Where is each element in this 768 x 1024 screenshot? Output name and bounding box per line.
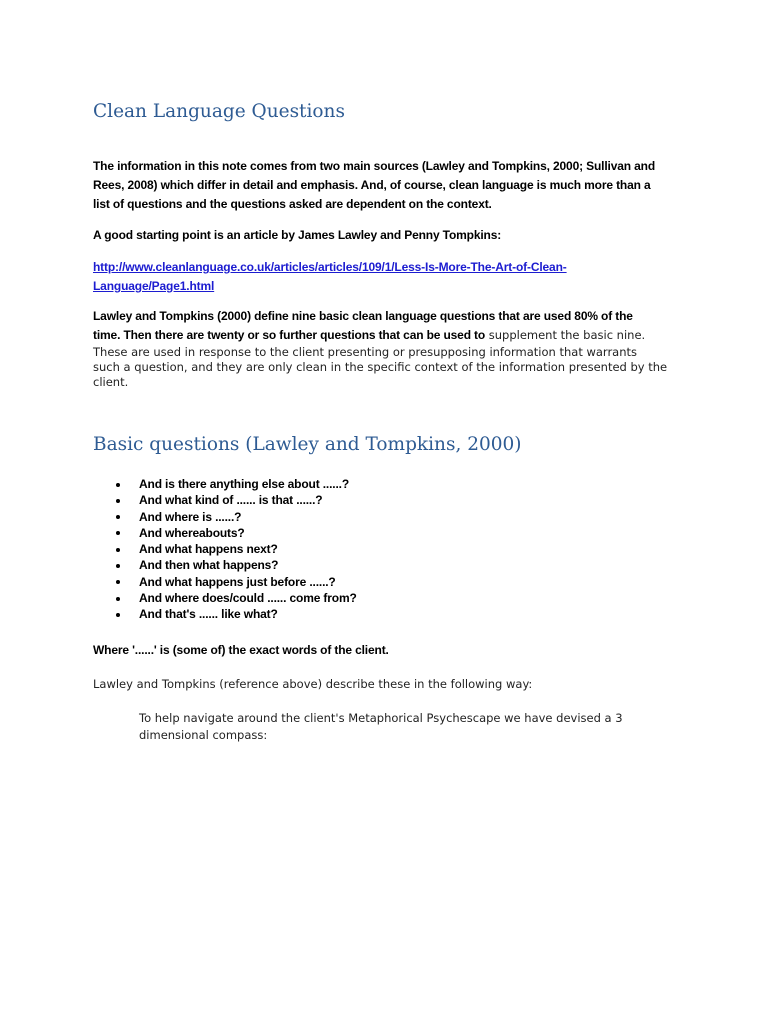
- list-item: [112, 541, 357, 557]
- intro-line: The information in this note comes from two main sources (Lawley and Tompkins, 2000; Sullivan and: [93, 159, 656, 173]
- article-link[interactable]: [93, 258, 683, 296]
- bullet-icon: [116, 499, 120, 503]
- basic-questions-heading: Basic questions (Lawley and Tompkins, 2000): [93, 434, 522, 455]
- bullet-icon: [116, 613, 120, 617]
- bullet-icon: [116, 597, 120, 601]
- bullet-icon: [116, 515, 120, 519]
- article-link-line[interactable]: Language/Page1.html: [93, 279, 215, 293]
- definition-line-bold: time. Then there are twenty or so further questions that can be used to: [93, 328, 486, 342]
- article-link-line[interactable]: http://www.cleanlanguage.co.uk/articles/articles/109/1/Less-Is-More-The-Art-of-Clean-: [93, 260, 567, 274]
- definition-line: Lawley and Tompkins (2000) define nine basic clean language questions that are used 80% of the: [93, 309, 633, 323]
- question-text: And where does/could ...... come from?: [139, 591, 357, 606]
- list-item: [112, 476, 357, 492]
- definition-detail-line: client.: [93, 375, 129, 389]
- question-text: And then what happens?: [139, 558, 279, 573]
- definition-paragraph: [93, 307, 683, 345]
- intro-line: list of questions and the questions asked are dependent on the context.: [93, 197, 492, 211]
- question-text: And what happens just before ......?: [139, 574, 336, 589]
- definition-detail-line: These are used in response to the client presenting or presupposing information that warrants: [93, 345, 638, 359]
- question-text: And what happens next?: [139, 542, 278, 557]
- quote-block: [139, 710, 659, 744]
- bullet-icon: [116, 548, 120, 552]
- bullet-icon: [116, 564, 120, 568]
- list-item: [112, 606, 357, 622]
- questions-list: [112, 476, 357, 623]
- definition-detail-line: such a question, and they are only clean in the specific context of the information presented by the: [93, 360, 668, 374]
- list-item: [112, 509, 357, 525]
- question-text: And whereabouts?: [139, 525, 245, 540]
- quote-line: dimensional compass:: [139, 728, 268, 742]
- question-text: And that's ...... like what?: [139, 607, 278, 622]
- bullet-icon: [116, 580, 120, 584]
- starting-point-paragraph: A good starting point is an article by James Lawley and Penny Tompkins:: [93, 228, 502, 242]
- where-note: Where '......' is (some of) the exact words of the client.: [93, 643, 389, 657]
- list-item: [112, 492, 357, 508]
- question-text: And what kind of ...... is that ......?: [139, 493, 323, 508]
- list-item: [112, 590, 357, 606]
- definition-detail: [93, 345, 693, 390]
- intro-line: Rees, 2008) which differ in detail and emphasis. And, of course, clean language is much more than a: [93, 178, 651, 192]
- bullet-icon: [116, 483, 120, 487]
- definition-line-rest: supplement the basic nine.: [485, 328, 646, 342]
- describe-paragraph: Lawley and Tompkins (reference above) describe these in the following way:: [93, 677, 533, 691]
- list-item: [112, 557, 357, 573]
- question-text: And where is ......?: [139, 509, 242, 524]
- definition-line: [93, 326, 683, 345]
- list-item: [112, 574, 357, 590]
- list-item: [112, 525, 357, 541]
- intro-paragraph: [93, 157, 683, 214]
- page-title: Clean Language Questions: [93, 101, 345, 122]
- question-text: And is there anything else about ......?: [139, 477, 350, 491]
- bullet-icon: [116, 531, 120, 535]
- quote-line: To help navigate around the client's Metaphorical Psychescape we have devised a 3: [139, 711, 623, 725]
